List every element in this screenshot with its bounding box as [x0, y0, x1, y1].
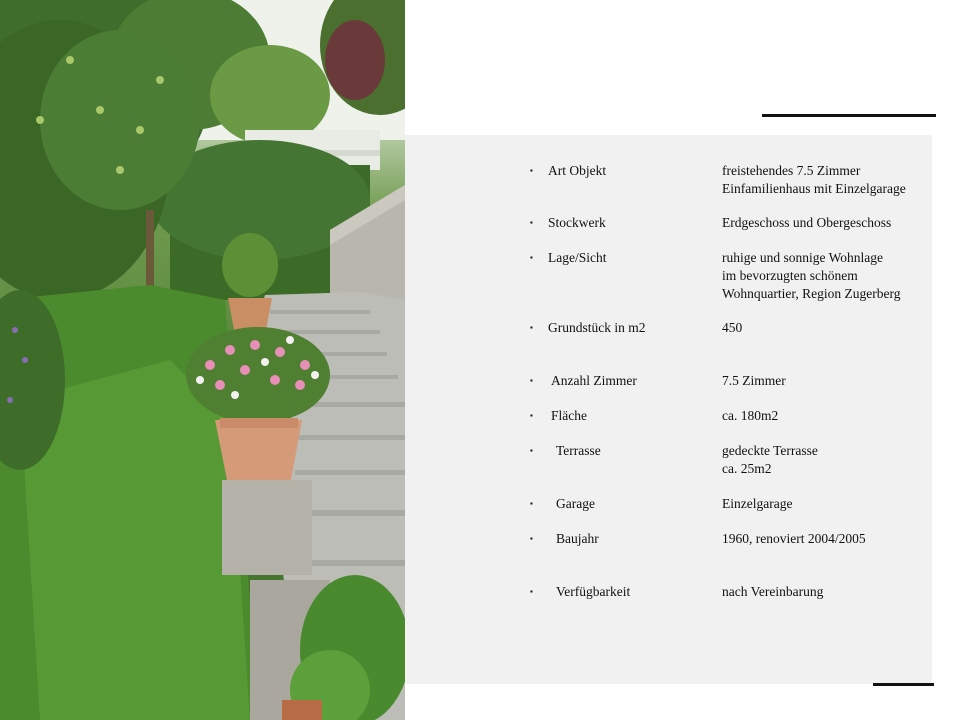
fact-value-line: im bevorzugten schönem: [722, 268, 858, 283]
bullet-icon: ▪: [530, 446, 533, 455]
bullet-icon: ▪: [530, 587, 533, 596]
bottom-accent-rule: [873, 683, 934, 686]
fact-value: [722, 372, 927, 390]
bullet-icon: ▪: [530, 166, 533, 175]
fact-label: Stockwerk: [548, 215, 606, 230]
property-facts-panel: [405, 135, 932, 684]
bullet-icon: ▪: [530, 499, 533, 508]
fact-value: [722, 249, 927, 303]
fact-label: Garage: [556, 496, 595, 511]
fact-value-line: 450: [722, 320, 743, 335]
fact-label: Baujahr: [556, 531, 599, 546]
fact-value: [722, 319, 927, 337]
bullet-icon: ▪: [530, 411, 533, 420]
fact-label: Lage/Sicht: [548, 250, 607, 265]
bullet-icon: ▪: [530, 534, 533, 543]
fact-label: Anzahl Zimmer: [551, 373, 637, 388]
fact-value-line: Wohnquartier, Region Zugerberg: [722, 286, 901, 301]
bullet-icon: ▪: [530, 253, 533, 262]
bullet-icon: ▪: [530, 323, 533, 332]
fact-value-line: Einzelgarage: [722, 496, 793, 511]
fact-value-line: 1960, renoviert 2004/2005: [722, 531, 866, 546]
top-accent-rule: [762, 114, 936, 117]
fact-value-line: freistehendes 7.5 Zimmer: [722, 163, 861, 178]
fact-value-line: ruhige und sonnige Wohnlage: [722, 250, 884, 265]
fact-value-line: Einfamilienhaus mit Einzelgarage: [722, 181, 906, 196]
fact-value-line: nach Vereinbarung: [722, 584, 824, 599]
bullet-icon: ▪: [530, 218, 533, 227]
fact-label: Verfügbarkeit: [556, 584, 631, 599]
bullet-icon: ▪: [530, 376, 533, 385]
fact-label: Grundstück in m2: [548, 320, 646, 335]
fact-value: [722, 495, 927, 513]
fact-value-line: gedeckte Terrasse: [722, 443, 818, 458]
fact-value: [722, 530, 927, 548]
fact-label: Fläche: [551, 408, 587, 423]
fact-value: [722, 407, 927, 425]
fact-value-line: Erdgeschoss und Obergeschoss: [722, 215, 892, 230]
fact-label: Art Objekt: [548, 163, 607, 178]
fact-value-line: ca. 25m2: [722, 461, 772, 476]
fact-value-line: 7.5 Zimmer: [722, 373, 786, 388]
fact-value: [722, 442, 927, 478]
fact-label: Terrasse: [556, 443, 601, 458]
fact-value-line: ca. 180m2: [722, 408, 779, 423]
fact-value: [722, 214, 927, 232]
fact-value: [722, 583, 927, 601]
fact-value: [722, 162, 927, 198]
garden-photo: [0, 0, 405, 720]
